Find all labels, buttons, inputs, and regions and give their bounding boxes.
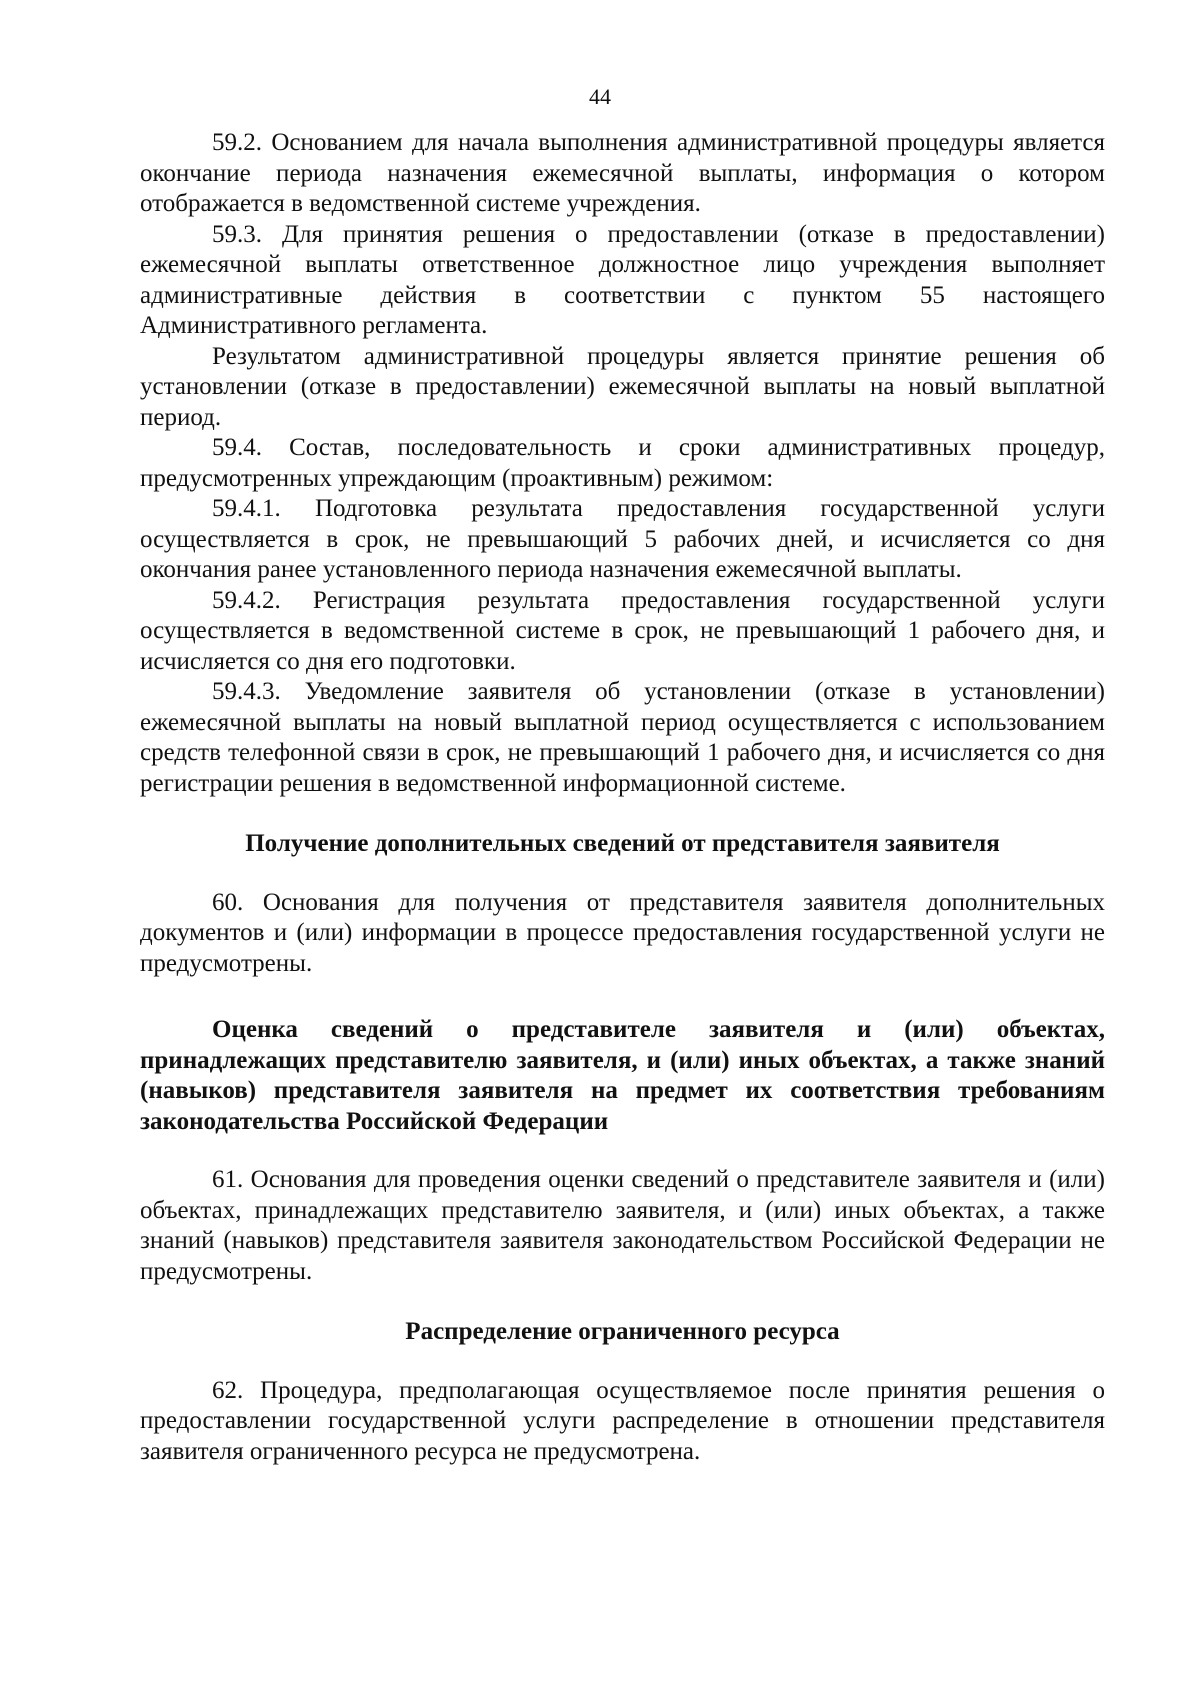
section-heading-62: Распределение ограниченного ресурса <box>405 1318 840 1345</box>
paragraph-59-3: 59.3. Для принятия решения о предоставлении (отказе в предоставлении) ежемесячной выплаты ответственное должностное лицо учреждения выполняет административные действия в соответствии с пунктом 55 настоящего Административного регламента. <box>140 220 1105 339</box>
paragraph-62: 62. Процедура, предполагающая осуществляемое после принятия решения о предоставлении государственной услуги распределение в отношении представителя заявителя ограниченного ресурса не предусмотрена. <box>140 1376 1105 1465</box>
paragraph-61: 61. Основания для проведения оценки сведений о представителе заявителя и (или) объектах, принадлежащих представителю заявителя, и (или) иных объектах, а также знаний (навыков) представителя заявителя законодательством Российской Федерации не предусмотрены. <box>140 1166 1105 1285</box>
paragraph-59-4: 59.4. Состав, последовательность и сроки административных процедур, предусмотренных упреждающим (проактивным) режимом: <box>140 434 1105 492</box>
paragraph-59-4-2: 59.4.2. Регистрация результата предоставления государственной услуги осуществляется в ведомственной системе в срок, не превышающий 1 рабочего дня, и исчисляется со дня его подготовки. <box>140 586 1105 675</box>
document-body <box>140 128 1105 1467</box>
section-heading-61: Оценка сведений о представителе заявителя и (или) объектах, принадлежащих представителю заявителя, и (или) иных объектах, а также знаний (навыков) представителя заявителя на предмет их соответствия требованиям законодательства Российской Федерации <box>140 1016 1105 1135</box>
page-number: 44 <box>589 84 611 109</box>
paragraph-59-2: 59.2. Основанием для начала выполнения административной процедуры является окончание периода назначения ежемесячной выплаты, информация о котором отображается в ведомственной системе учреждения. <box>140 129 1105 217</box>
paragraph-result: Результатом административной процедуры является принятие решения об установлении (отказе в предоставлении) ежемесячной выплаты на новый выплатной период. <box>140 342 1105 431</box>
section-heading-60: Получение дополнительных сведений от представителя заявителя <box>245 830 1000 857</box>
paragraph-60: 60. Основания для получения от представителя заявителя дополнительных документов и (или) информации в процессе предоставления государственной услуги не предусмотрены. <box>140 888 1105 977</box>
paragraph-59-4-3: 59.4.3. Уведомление заявителя об установлении (отказе в установлении) ежемесячной выплаты на новый выплатной период осуществляется с использованием средств телефонной связи в срок, не превышающий 1 рабочего дня, и исчисляется со дня регистрации решения в ведомственной информационной системе. <box>140 678 1105 797</box>
paragraph-59-4-1: 59.4.1. Подготовка результата предоставления государственной услуги осуществляется в срок, не превышающий 5 рабочих дней, и исчисляется со дня окончания ранее установленного периода назначения ежемесячной выплаты. <box>140 495 1105 583</box>
